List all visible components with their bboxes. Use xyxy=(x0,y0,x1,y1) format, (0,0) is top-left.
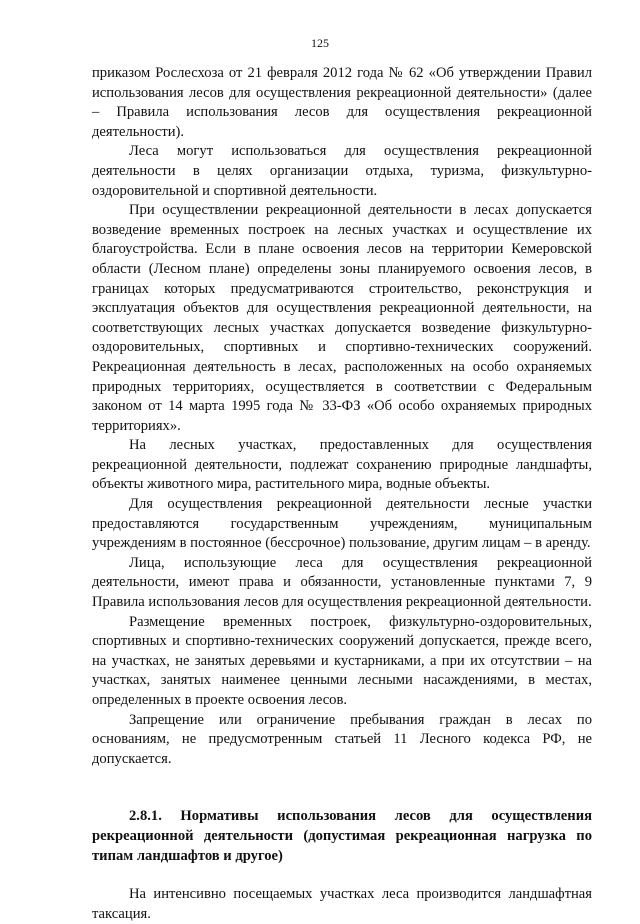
section-spacer xyxy=(92,769,592,788)
paragraph-prohibition: Запрещение или ограничение пребывания граждан в лесах по основаниям, не предусмотренным статьей 11 Лесного кодекса РФ, не допускается. xyxy=(92,711,592,767)
paragraph-land-provision: Для осуществления рекреационной деятельности лесные участки предоставляются государственным учреждениям, муниципальным учреждениям в постоянное (бессрочное) пользование, другим лицам – в аренду. xyxy=(92,496,592,552)
document-body xyxy=(92,64,592,924)
section-spacer xyxy=(92,866,592,885)
paragraph-forest-use: Леса могут использоваться для осуществления рекреационной деятельности в целях организации отдыха, туризма, физкультурно-оздоровительной и спортивной деятельности. xyxy=(92,143,592,199)
section-heading: 2.8.1. Нормативы использования лесов для осуществления рекреационной деятельности (допустимая рекреационная нагрузка по типам ландшафтов и другое) xyxy=(92,808,592,864)
paragraph-placement: Размещение временных построек, физкультурно-оздоровительных, спортивных и спортивно-технических сооружений допускается, прежде всего, на участках, не занятых деревьями и кустарниками, а при их отсутствии – на участках, занятых наименее ценными лесными насаждениями, в местах, определенных в проекте освоения лесов. xyxy=(92,613,592,708)
paragraph-landscape-taxation: На интенсивно посещаемых участках леса производится ландшафтная таксация. xyxy=(92,886,592,922)
paragraph-temporary-buildings: При осуществлении рекреационной деятельности в лесах допускается возведение временных построек на лесных участках и осуществление их благоустройства. Если в плане освоения лесов на территории Кемеровской области (Лесном плане) определены зоны планируемого освоения лесов, в границах которых предусматриваются строительство, реконструкция и эксплуатация объектов для осуществления рекреационной деятельности, на соответствующих лесных участках допускается возведение физкультурно-оздоровительных, спортивных и спортивно-технических сооружений. Рекреационная деятельность в лесах, расположенных на особо охраняемых природных территориях, осуществляется в соответствии с Федеральным законом от 14 марта 1995 года № 33-ФЗ «Об особо охраняемых природных территориях». xyxy=(92,202,592,434)
page-number: 125 xyxy=(311,36,329,50)
paragraph-rights-obligations: Лица, использующие леса для осуществления рекреационной деятельности, имеют права и обязанности, установленные пунктами 7, 9 Правила использования лесов для осуществления рекреационной деятельности. xyxy=(92,554,592,611)
paragraph-landscape-preservation: На лесных участках, предоставленных для осуществления рекреационной деятельности, подлежат сохранению природные ландшафты, объекты животного мира, растительного мира, водные объекты. xyxy=(92,437,592,493)
paragraph-continuation: приказом Рослесхоза от 21 февраля 2012 года № 62 «Об утверждении Правил использования лесов для осуществления рекреационной деятельности» (далее – Правила использования лесов для осуществления рекреационной деятельности). xyxy=(92,65,592,140)
